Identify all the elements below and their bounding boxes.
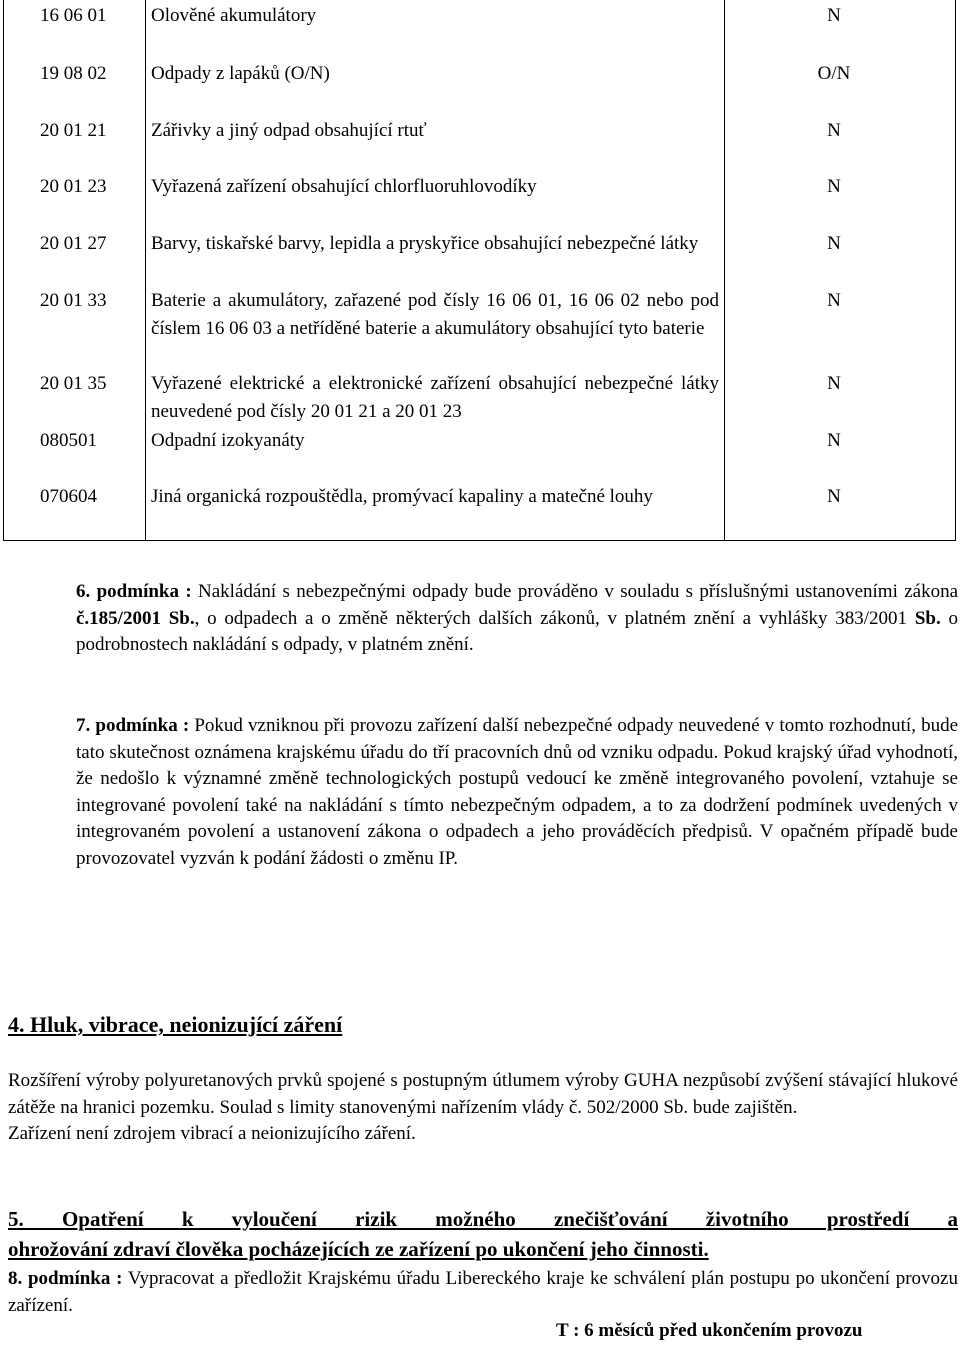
condition-text: Pokud vzniknou při provozu zařízení další nebezpečné odpady neuvedené v tomto rozhodnutí, bude tato skutečnost oznámena krajskému úřadu do tří pracovních dnů od vzniku odpadu. Pokud krajský úřad vyhodnotí, že nedošlo k významné změně technologických postupů vedoucí ke změně integrovaného povolení, vztahuje se integrované povolení také na nakládání s tímto nebezpečným odpadem, a to za dodržení podmínek uvedených v integrovaném povolení a ustanovení zákona o odpadech a jeho prováděcích předpisů. V opačném případě bude provozovatel vyzván k podání žádosti o změnu IP. xyxy=(76,715,959,869)
waste-category: N xyxy=(827,5,841,26)
table-column-divider xyxy=(145,0,146,540)
waste-code: 20 01 27 xyxy=(40,233,107,254)
law-reference: Sb. xyxy=(914,607,941,629)
condition-text: , o odpadech a o změně některých dalších zákonů, v platném znění a vyhlášky 383/2001 xyxy=(194,607,915,629)
condition-6-text xyxy=(8,579,958,659)
condition-6 xyxy=(8,579,958,659)
section-paragraph: Zařízení není zdrojem vibrací a neionizujícího záření. xyxy=(8,1123,416,1144)
waste-category: N xyxy=(827,176,841,197)
waste-code: 20 01 35 xyxy=(40,373,107,394)
waste-category: N xyxy=(827,233,841,254)
waste-code: 19 08 02 xyxy=(40,63,107,84)
section-heading: ohrožování zdraví člověka pocházejících ze zařízení po ukončení jeho činnosti. xyxy=(8,1237,709,1261)
waste-description: Zářivky a jiný odpad obsahující rtuť xyxy=(151,120,427,141)
condition-label: podmínka : xyxy=(96,581,192,602)
waste-code: 080501 xyxy=(40,430,97,451)
waste-code: 16 06 01 xyxy=(40,5,107,26)
section-heading: 5. Opatření k vyloučení rizik možného znečišťování životního prostředí a xyxy=(8,1207,958,1231)
condition-text: Nakládání s nebezpečnými odpady bude prováděno v souladu s příslušnými ustanoveními zákona xyxy=(191,581,959,602)
waste-description: Vyřazené elektrické a elektronické zařízení obsahující nebezpečné látky neuvedené pod čísly 20 01 21 a 20 01 23 xyxy=(151,373,719,422)
waste-description: Olověné akumulátory xyxy=(151,5,317,26)
section-paragraph: Rozšíření výroby polyuretanových prvků spojené s postupným útlumem výroby GUHA nezpůsobí zvýšení stávající hlukové zátěže na hranici pozemku. Soulad s limity stanovenými nařízením vlády č. 502/2000 Sb. bude zajištěn. xyxy=(8,1070,958,1118)
waste-description: Jiná organická rozpouštědla, promývací kapaliny a matečné louhy xyxy=(151,486,653,507)
table-column-divider xyxy=(724,0,725,540)
section-4-body xyxy=(8,1068,958,1148)
condition-number: 7. xyxy=(76,715,91,736)
condition-number: 6. xyxy=(76,581,91,602)
section-4 xyxy=(8,1012,958,1039)
condition-7 xyxy=(8,713,958,872)
waste-category: N xyxy=(827,430,841,451)
condition-text: o podrobnostech nakládání s odpady, v platném znění. xyxy=(76,607,958,655)
waste-code: 20 01 33 xyxy=(40,290,107,311)
waste-code: 20 01 23 xyxy=(40,176,107,197)
waste-description: Baterie a akumulátory, zařazené pod čísly 16 06 01, 16 06 02 nebo pod číslem 16 06 03 a netříděné baterie a akumulátory obsahující tyto baterie xyxy=(151,290,719,339)
waste-description: Barvy, tiskařské barvy, lepidla a pryskyřice obsahující nebezpečné látky xyxy=(151,233,699,254)
waste-description: Odpadní izokyanáty xyxy=(151,430,305,451)
condition-8-text xyxy=(8,1266,958,1319)
waste-category: N xyxy=(827,120,841,141)
waste-category: O/N xyxy=(817,63,851,84)
waste-code: 20 01 21 xyxy=(40,120,107,141)
condition-label: podmínka : xyxy=(95,715,190,736)
waste-code: 070604 xyxy=(40,486,97,507)
condition-label: 8. podmínka : xyxy=(8,1268,123,1289)
waste-description: Odpady z lapáků (O/N) xyxy=(151,63,330,84)
condition-text: Vypracovat a předložit Krajskému úřadu Libereckého kraje ke schválení plán postupu po ukončení provozu zařízení. xyxy=(8,1268,958,1316)
deadline: T : 6 měsíců před ukončením provozu xyxy=(556,1320,863,1341)
waste-category: N xyxy=(827,486,841,507)
waste-category: N xyxy=(827,290,841,311)
section-5 xyxy=(8,1204,958,1319)
section-heading: 4. Hluk, vibrace, neionizující záření xyxy=(8,1012,343,1037)
waste-category: N xyxy=(827,373,841,394)
condition-7-text xyxy=(8,713,958,872)
waste-description: Vyřazená zařízení obsahující chlorfluoruhlovodíky xyxy=(151,176,537,197)
waste-table xyxy=(3,0,956,541)
law-reference: č.185/2001 Sb. xyxy=(76,607,195,629)
